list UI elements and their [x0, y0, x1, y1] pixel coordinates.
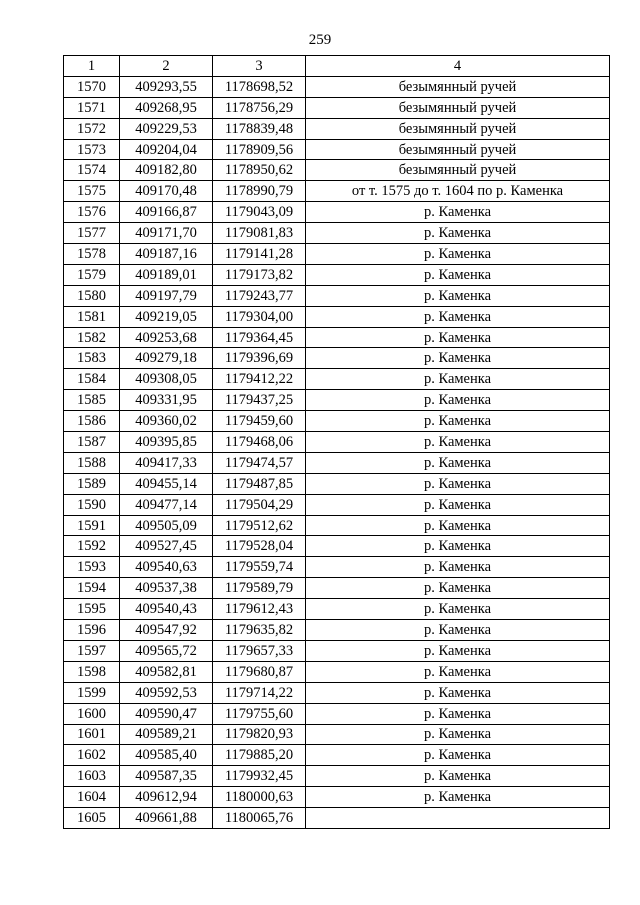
x-coordinate-cell: 409204,04 [120, 139, 213, 160]
x-coordinate-cell: 409182,80 [120, 160, 213, 181]
y-coordinate-cell: 1179612,43 [213, 599, 306, 620]
point-number-cell: 1596 [64, 620, 120, 641]
table-row [64, 139, 610, 160]
table-row [64, 348, 610, 369]
point-number-cell: 1584 [64, 369, 120, 390]
description-cell: р. Каменка [306, 724, 610, 745]
description-cell: р. Каменка [306, 432, 610, 453]
y-coordinate-cell: 1179657,33 [213, 640, 306, 661]
y-coordinate-cell: 1180000,63 [213, 787, 306, 808]
table-row [64, 599, 610, 620]
point-number-cell: 1588 [64, 452, 120, 473]
point-number-cell: 1570 [64, 76, 120, 97]
table-row [64, 724, 610, 745]
description-cell: р. Каменка [306, 452, 610, 473]
description-cell: р. Каменка [306, 515, 610, 536]
description-cell: р. Каменка [306, 536, 610, 557]
table-row [64, 682, 610, 703]
table-row [64, 202, 610, 223]
point-number-cell: 1590 [64, 494, 120, 515]
table-row [64, 452, 610, 473]
table-row [64, 432, 610, 453]
x-coordinate-cell: 409590,47 [120, 703, 213, 724]
y-coordinate-cell: 1179635,82 [213, 620, 306, 641]
x-coordinate-cell: 409187,16 [120, 244, 213, 265]
description-cell: р. Каменка [306, 348, 610, 369]
x-coordinate-cell: 409395,85 [120, 432, 213, 453]
column-header: 2 [120, 56, 213, 77]
table-row [64, 640, 610, 661]
y-coordinate-cell: 1179504,29 [213, 494, 306, 515]
x-coordinate-cell: 409268,95 [120, 97, 213, 118]
y-coordinate-cell: 1179932,45 [213, 766, 306, 787]
description-cell: р. Каменка [306, 223, 610, 244]
x-coordinate-cell: 409219,05 [120, 306, 213, 327]
table-header-row [64, 56, 610, 77]
y-coordinate-cell: 1179714,22 [213, 682, 306, 703]
table-row [64, 223, 610, 244]
column-header: 3 [213, 56, 306, 77]
y-coordinate-cell: 1179437,25 [213, 390, 306, 411]
y-coordinate-cell: 1179243,77 [213, 285, 306, 306]
point-number-cell: 1599 [64, 682, 120, 703]
point-number-cell: 1583 [64, 348, 120, 369]
x-coordinate-cell: 409455,14 [120, 473, 213, 494]
table-row [64, 808, 610, 829]
x-coordinate-cell: 409505,09 [120, 515, 213, 536]
point-number-cell: 1601 [64, 724, 120, 745]
table-row [64, 411, 610, 432]
x-coordinate-cell: 409417,33 [120, 452, 213, 473]
table-row [64, 244, 610, 265]
description-cell: р. Каменка [306, 640, 610, 661]
point-number-cell: 1602 [64, 745, 120, 766]
x-coordinate-cell: 409197,79 [120, 285, 213, 306]
point-number-cell: 1575 [64, 181, 120, 202]
table-row [64, 578, 610, 599]
description-cell: от т. 1575 до т. 1604 по р. Каменка [306, 181, 610, 202]
description-cell: безымянный ручей [306, 118, 610, 139]
y-coordinate-cell: 1179043,09 [213, 202, 306, 223]
description-cell: р. Каменка [306, 661, 610, 682]
description-cell: безымянный ручей [306, 160, 610, 181]
point-number-cell: 1574 [64, 160, 120, 181]
table-body [64, 76, 610, 828]
table-row [64, 745, 610, 766]
table-row [64, 306, 610, 327]
table-row [64, 703, 610, 724]
x-coordinate-cell: 409537,38 [120, 578, 213, 599]
point-number-cell: 1580 [64, 285, 120, 306]
point-number-cell: 1595 [64, 599, 120, 620]
description-cell: р. Каменка [306, 244, 610, 265]
x-coordinate-cell: 409253,68 [120, 327, 213, 348]
x-coordinate-cell: 409360,02 [120, 411, 213, 432]
point-number-cell: 1587 [64, 432, 120, 453]
y-coordinate-cell: 1179364,45 [213, 327, 306, 348]
description-cell: р. Каменка [306, 787, 610, 808]
description-cell: р. Каменка [306, 202, 610, 223]
description-cell: р. Каменка [306, 557, 610, 578]
x-coordinate-cell: 409540,63 [120, 557, 213, 578]
y-coordinate-cell: 1179304,00 [213, 306, 306, 327]
table-row [64, 160, 610, 181]
table-row [64, 494, 610, 515]
point-number-cell: 1593 [64, 557, 120, 578]
table-row [64, 473, 610, 494]
y-coordinate-cell: 1178698,52 [213, 76, 306, 97]
y-coordinate-cell: 1179459,60 [213, 411, 306, 432]
description-cell: р. Каменка [306, 494, 610, 515]
point-number-cell: 1573 [64, 139, 120, 160]
coordinates-table [63, 55, 610, 829]
y-coordinate-cell: 1179589,79 [213, 578, 306, 599]
x-coordinate-cell: 409589,21 [120, 724, 213, 745]
table-row [64, 766, 610, 787]
x-coordinate-cell: 409565,72 [120, 640, 213, 661]
table-row [64, 536, 610, 557]
y-coordinate-cell: 1179474,57 [213, 452, 306, 473]
x-coordinate-cell: 409166,87 [120, 202, 213, 223]
table-row [64, 787, 610, 808]
table-row [64, 390, 610, 411]
point-number-cell: 1589 [64, 473, 120, 494]
point-number-cell: 1605 [64, 808, 120, 829]
x-coordinate-cell: 409170,48 [120, 181, 213, 202]
point-number-cell: 1603 [64, 766, 120, 787]
description-cell: р. Каменка [306, 766, 610, 787]
description-cell: р. Каменка [306, 703, 610, 724]
table-row [64, 97, 610, 118]
x-coordinate-cell: 409585,40 [120, 745, 213, 766]
point-number-cell: 1592 [64, 536, 120, 557]
table-row [64, 557, 610, 578]
point-number-cell: 1582 [64, 327, 120, 348]
table-row [64, 515, 610, 536]
description-cell: р. Каменка [306, 745, 610, 766]
x-coordinate-cell: 409527,45 [120, 536, 213, 557]
table-row [64, 285, 610, 306]
y-coordinate-cell: 1179559,74 [213, 557, 306, 578]
table-row [64, 327, 610, 348]
description-cell: р. Каменка [306, 327, 610, 348]
x-coordinate-cell: 409587,35 [120, 766, 213, 787]
y-coordinate-cell: 1179081,83 [213, 223, 306, 244]
y-coordinate-cell: 1179412,22 [213, 369, 306, 390]
x-coordinate-cell: 409612,94 [120, 787, 213, 808]
description-cell: р. Каменка [306, 390, 610, 411]
x-coordinate-cell: 409189,01 [120, 264, 213, 285]
table-row [64, 369, 610, 390]
x-coordinate-cell: 409279,18 [120, 348, 213, 369]
x-coordinate-cell: 409540,43 [120, 599, 213, 620]
page-number: 259 [308, 32, 332, 48]
table-row [64, 620, 610, 641]
description-cell: р. Каменка [306, 599, 610, 620]
description-cell: безымянный ручей [306, 76, 610, 97]
table-row [64, 661, 610, 682]
y-coordinate-cell: 1178909,56 [213, 139, 306, 160]
y-coordinate-cell: 1179173,82 [213, 264, 306, 285]
point-number-cell: 1591 [64, 515, 120, 536]
y-coordinate-cell: 1178950,62 [213, 160, 306, 181]
table-row [64, 76, 610, 97]
point-number-cell: 1579 [64, 264, 120, 285]
x-coordinate-cell: 409592,53 [120, 682, 213, 703]
y-coordinate-cell: 1179468,06 [213, 432, 306, 453]
x-coordinate-cell: 409331,95 [120, 390, 213, 411]
x-coordinate-cell: 409293,55 [120, 76, 213, 97]
point-number-cell: 1578 [64, 244, 120, 265]
point-number-cell: 1577 [64, 223, 120, 244]
table-row [64, 181, 610, 202]
description-cell: безымянный ручей [306, 139, 610, 160]
x-coordinate-cell: 409229,53 [120, 118, 213, 139]
y-coordinate-cell: 1178839,48 [213, 118, 306, 139]
point-number-cell: 1572 [64, 118, 120, 139]
y-coordinate-cell: 1178990,79 [213, 181, 306, 202]
x-coordinate-cell: 409661,88 [120, 808, 213, 829]
y-coordinate-cell: 1179680,87 [213, 661, 306, 682]
x-coordinate-cell: 409582,81 [120, 661, 213, 682]
description-cell: безымянный ручей [306, 97, 610, 118]
description-cell: р. Каменка [306, 682, 610, 703]
column-header: 1 [64, 56, 120, 77]
column-header: 4 [306, 56, 610, 77]
y-coordinate-cell: 1179885,20 [213, 745, 306, 766]
point-number-cell: 1600 [64, 703, 120, 724]
x-coordinate-cell: 409547,92 [120, 620, 213, 641]
x-coordinate-cell: 409477,14 [120, 494, 213, 515]
y-coordinate-cell: 1179141,28 [213, 244, 306, 265]
y-coordinate-cell: 1179512,62 [213, 515, 306, 536]
y-coordinate-cell: 1178756,29 [213, 97, 306, 118]
description-cell: р. Каменка [306, 578, 610, 599]
y-coordinate-cell: 1179396,69 [213, 348, 306, 369]
description-cell [306, 808, 610, 829]
description-cell: р. Каменка [306, 369, 610, 390]
point-number-cell: 1597 [64, 640, 120, 661]
point-number-cell: 1571 [64, 97, 120, 118]
y-coordinate-cell: 1179820,93 [213, 724, 306, 745]
description-cell: р. Каменка [306, 411, 610, 432]
point-number-cell: 1576 [64, 202, 120, 223]
point-number-cell: 1581 [64, 306, 120, 327]
description-cell: р. Каменка [306, 285, 610, 306]
point-number-cell: 1585 [64, 390, 120, 411]
y-coordinate-cell: 1180065,76 [213, 808, 306, 829]
description-cell: р. Каменка [306, 264, 610, 285]
table-row [64, 118, 610, 139]
x-coordinate-cell: 409308,05 [120, 369, 213, 390]
x-coordinate-cell: 409171,70 [120, 223, 213, 244]
description-cell: р. Каменка [306, 473, 610, 494]
description-cell: р. Каменка [306, 306, 610, 327]
point-number-cell: 1604 [64, 787, 120, 808]
y-coordinate-cell: 1179755,60 [213, 703, 306, 724]
point-number-cell: 1594 [64, 578, 120, 599]
description-cell: р. Каменка [306, 620, 610, 641]
y-coordinate-cell: 1179528,04 [213, 536, 306, 557]
point-number-cell: 1598 [64, 661, 120, 682]
point-number-cell: 1586 [64, 411, 120, 432]
y-coordinate-cell: 1179487,85 [213, 473, 306, 494]
table-row [64, 264, 610, 285]
